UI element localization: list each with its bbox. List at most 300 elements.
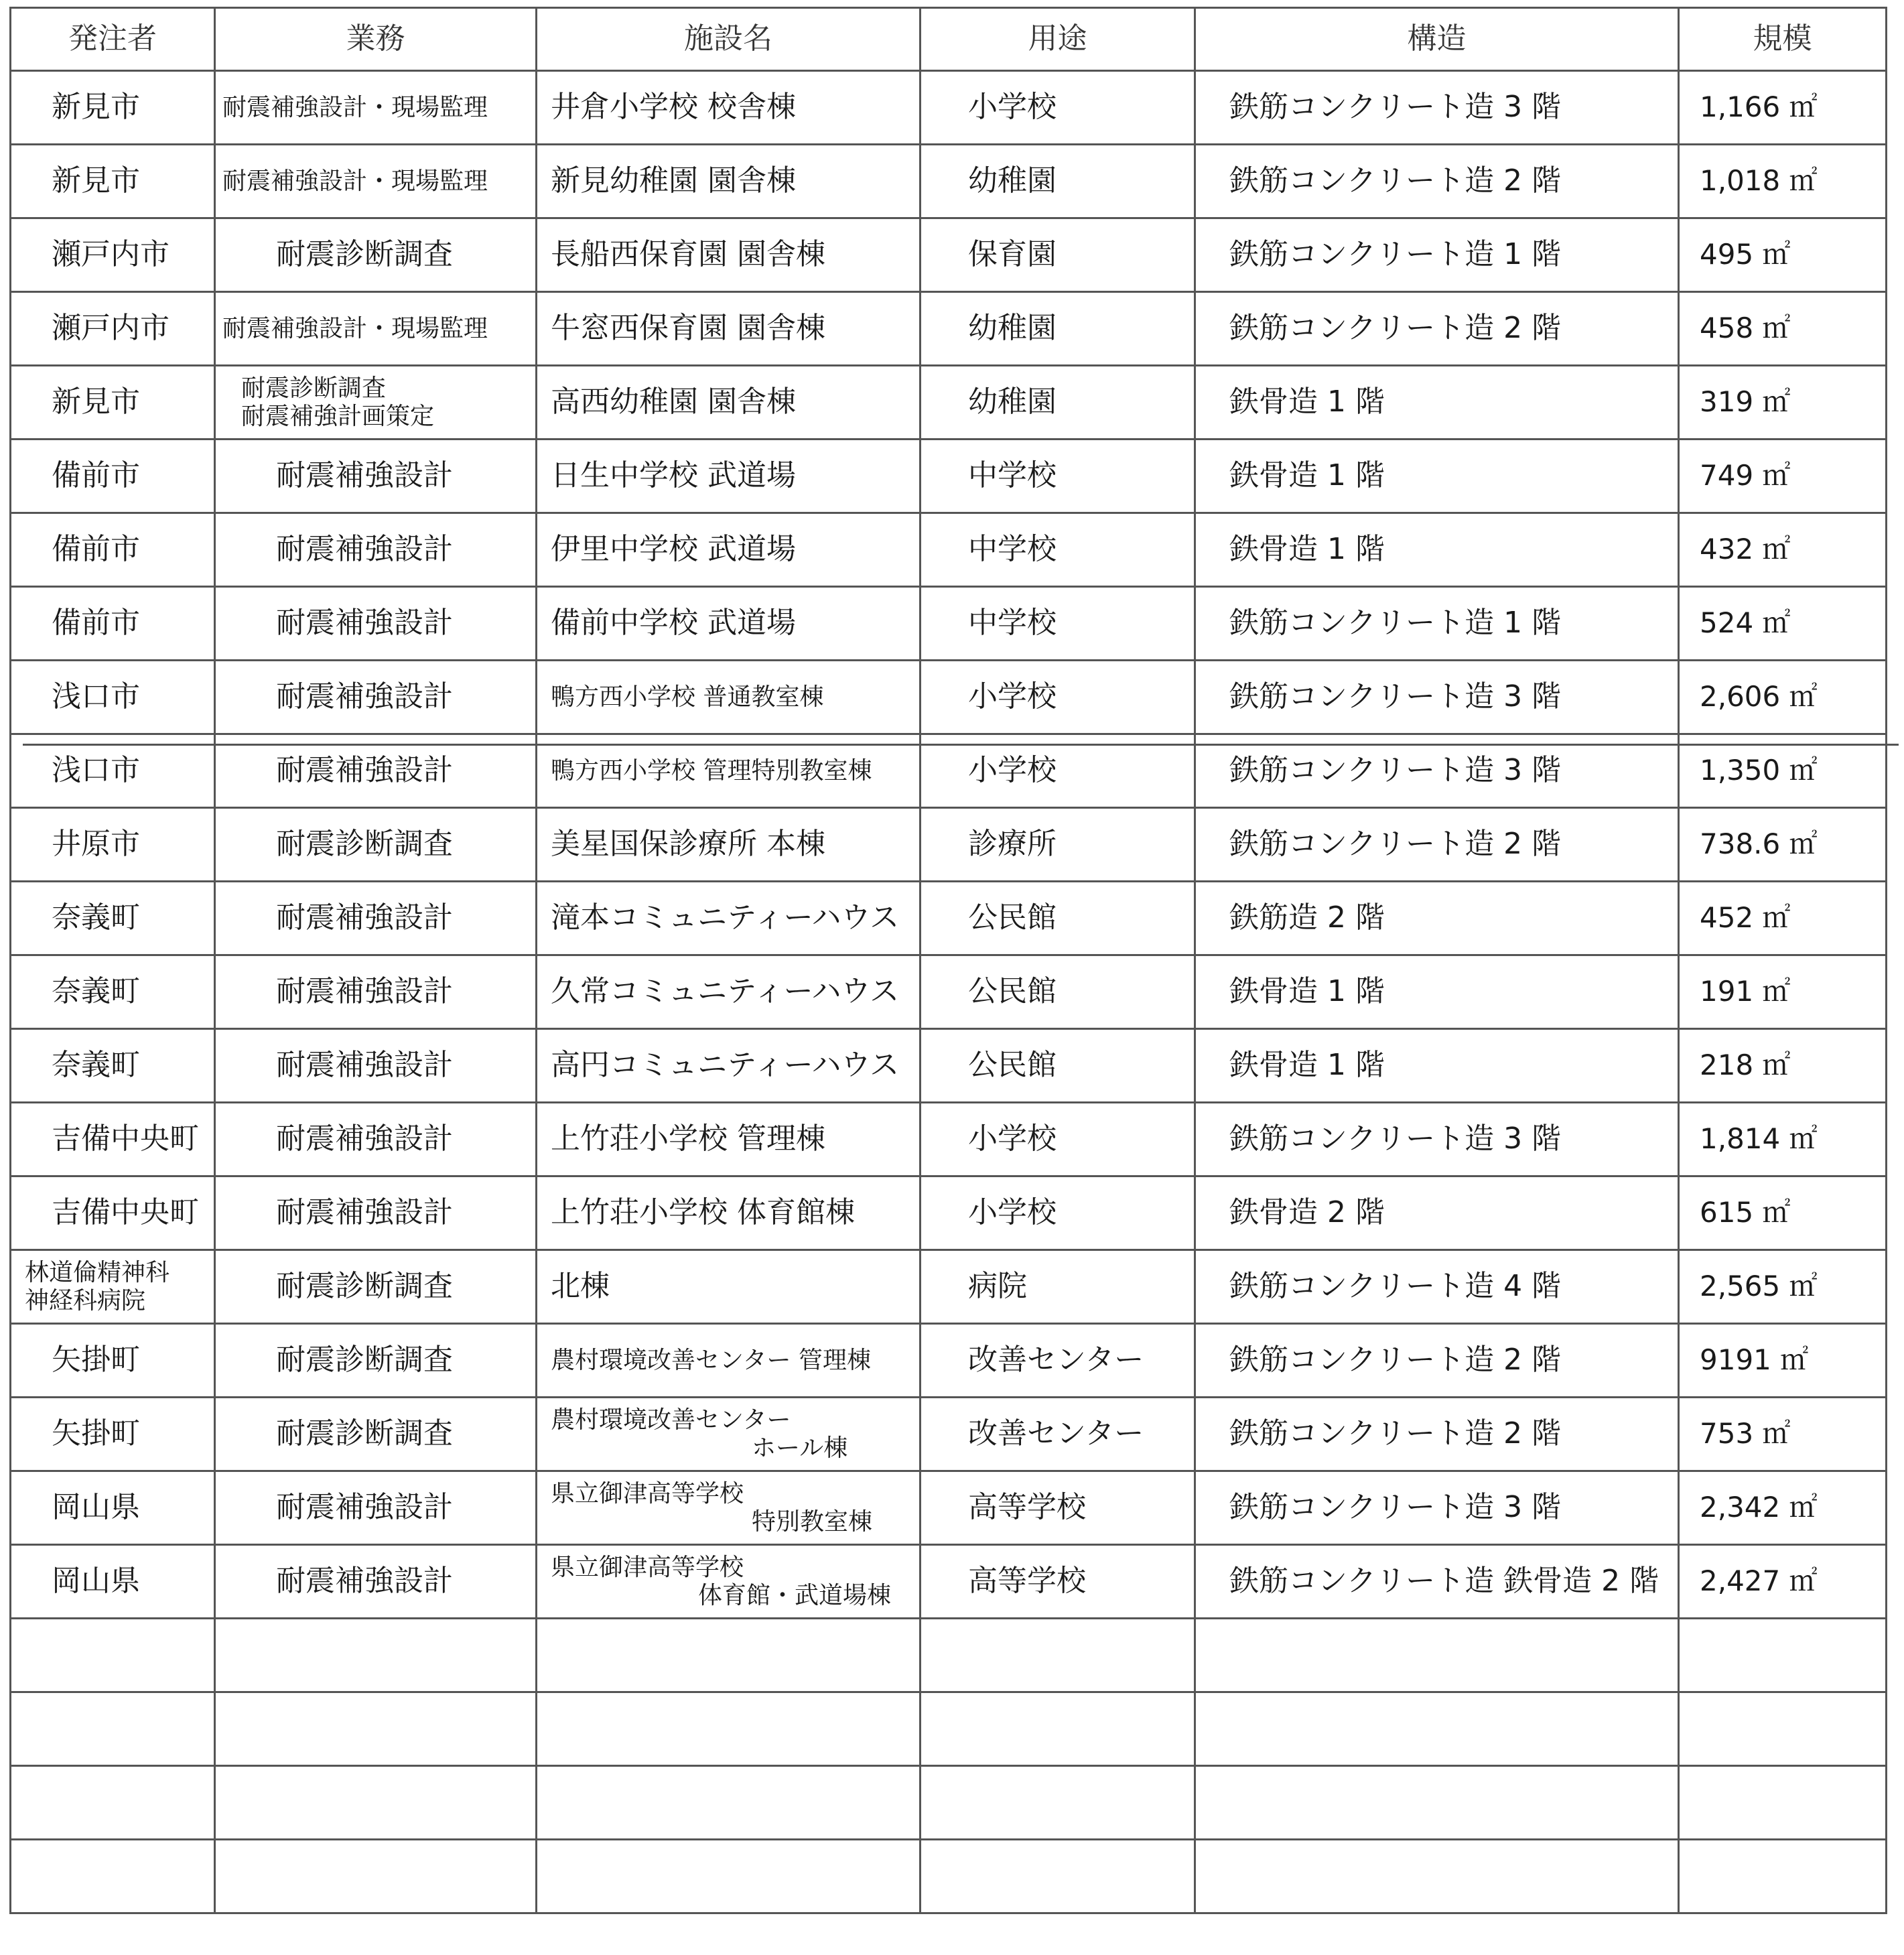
table-row [11,808,1887,882]
structure-cell [1195,71,1679,145]
table-row [11,292,1887,366]
structure-cell [1195,218,1679,292]
facility-cell-line: 農村環境改善センター 管理棟 [551,1346,872,1374]
work-cell [215,513,537,587]
table-row [11,587,1887,661]
use-cell-line: 小学校 [968,679,1057,714]
project-list-table [9,7,1887,1914]
use-cell [921,587,1195,661]
structure-cell [1195,587,1679,661]
use-cell [921,808,1195,882]
facility-cell-line: 農村環境改善センター [551,1406,791,1434]
client-cell [11,1398,215,1471]
scale-cell-line: 753 ㎡ [1700,1417,1791,1451]
scale-cell [1679,1103,1887,1176]
table-row [11,71,1887,145]
scale-cell-line: 452 ㎡ [1700,901,1791,935]
client-cell-line: 備前市 [52,532,140,567]
work-cell-line: 耐震補強設計 [276,753,453,788]
facility-cell-line: 上竹荘小学校 体育館棟 [551,1195,855,1230]
scale-cell-line: 1,350 ㎡ [1700,754,1818,787]
work-cell-line: 耐震補強設計 [276,1490,453,1525]
facility-cell-line: 長船西保育園 園舎棟 [551,237,825,272]
client-cell-line: 矢掛町 [52,1416,140,1451]
use-cell [921,1324,1195,1398]
use-cell [921,218,1195,292]
scale-cell-line: 2,565 ㎡ [1700,1270,1818,1303]
scale-cell-line: 524 ㎡ [1700,606,1791,640]
stray-divider-line [23,744,1899,746]
empty-cell [1195,1766,1679,1840]
facility-cell [537,1029,921,1103]
client-cell [11,1250,215,1324]
facility-cell-line: 県立御津高等学校 [551,1480,744,1508]
empty-cell [921,1840,1195,1913]
client-cell-line: 瀬戸内市 [52,311,169,346]
table-row [11,1398,1887,1471]
use-cell [921,513,1195,587]
empty-cell [215,1766,537,1840]
facility-cell [537,218,921,292]
table-row [11,955,1887,1029]
table-row [11,440,1887,513]
use-cell-line: 診療所 [968,827,1057,862]
work-cell-line: 耐震診断調査 [276,1269,453,1304]
work-cell-line: 耐震補強設計・現場監理 [222,93,488,121]
table-row [11,1250,1887,1324]
empty-cell [1679,1766,1887,1840]
facility-cell-line: ホール棟 [752,1434,848,1462]
empty-row [11,1766,1887,1840]
use-cell [921,955,1195,1029]
structure-cell [1195,955,1679,1029]
facility-cell-line: 鴨方西小学校 普通教室棟 [551,683,824,711]
client-cell-line: 岡山県 [52,1564,140,1599]
empty-cell [1195,1840,1679,1913]
client-cell-line: 瀬戸内市 [52,237,169,272]
work-cell-line: 耐震診断調査 [276,1416,453,1451]
scale-cell-line: 615 ㎡ [1700,1196,1791,1229]
structure-cell [1195,366,1679,440]
scale-cell [1679,440,1887,513]
work-cell-line: 耐震補強設計 [276,458,453,493]
use-cell [921,71,1195,145]
client-cell-line: 新見市 [52,385,140,419]
work-cell [215,366,537,440]
structure-cell-line: 鉄筋コンクリート造 鉄骨造 2 階 [1229,1564,1659,1599]
structure-cell [1195,1471,1679,1545]
use-cell [921,1398,1195,1471]
structure-cell-line: 鉄骨造 1 階 [1229,532,1385,567]
empty-cell [1679,1619,1887,1692]
empty-row [11,1692,1887,1766]
facility-cell-line: 日生中学校 武道場 [551,458,796,493]
empty-cell [11,1840,215,1913]
table-row [11,1545,1887,1619]
use-cell-line: 高等学校 [968,1564,1086,1599]
use-cell-line: 公民館 [968,900,1057,935]
scale-cell [1679,513,1887,587]
use-cell [921,1471,1195,1545]
table-row [11,1176,1887,1250]
client-cell-line: 備前市 [52,458,140,493]
use-cell-line: 小学校 [968,1195,1057,1230]
structure-cell [1195,1176,1679,1250]
table-row [11,218,1887,292]
client-cell [11,882,215,955]
use-cell-line: 公民館 [968,1048,1057,1083]
structure-cell [1195,440,1679,513]
empty-cell [11,1619,215,1692]
empty-cell [215,1840,537,1913]
use-cell [921,145,1195,218]
use-cell [921,1176,1195,1250]
work-cell-line: 耐震補強設計 [276,974,453,1009]
client-cell [11,1103,215,1176]
use-cell [921,882,1195,955]
scale-cell [1679,808,1887,882]
work-cell [215,1029,537,1103]
structure-cell-line: 鉄筋コンクリート造 3 階 [1229,679,1562,714]
structure-cell-line: 鉄筋コンクリート造 3 階 [1229,90,1562,125]
client-cell [11,955,215,1029]
client-cell [11,218,215,292]
structure-cell [1195,1103,1679,1176]
work-cell-line: 耐震補強設計・現場監理 [222,167,488,195]
use-cell-line: 小学校 [968,1122,1057,1156]
work-cell [215,1176,537,1250]
work-cell [215,808,537,882]
client-cell [11,587,215,661]
empty-cell [11,1692,215,1766]
client-cell-line: 奈義町 [52,900,140,935]
facility-cell [537,1250,921,1324]
structure-cell-line: 鉄筋コンクリート造 4 階 [1229,1269,1562,1304]
table-row [11,882,1887,955]
use-cell-line: 改善センター [968,1343,1144,1377]
scale-cell [1679,1029,1887,1103]
scale-cell [1679,1545,1887,1619]
client-cell-line: 吉備中央町 [52,1122,199,1156]
use-cell [921,661,1195,734]
table-body [11,71,1887,1913]
facility-cell [537,1398,921,1471]
facility-cell [537,366,921,440]
structure-cell [1195,1029,1679,1103]
scale-cell-line: 1,814 ㎡ [1700,1122,1818,1156]
facility-cell-line: 高西幼稚園 園舎棟 [551,385,796,419]
client-cell-line: 浅口市 [52,679,140,714]
facility-cell-line: 県立御津高等学校 [551,1554,744,1582]
scale-cell-line: 191 ㎡ [1700,975,1791,1008]
work-cell-line: 耐震診断調査 [276,827,453,862]
use-cell-line: 中学校 [968,458,1057,493]
work-cell [215,661,537,734]
empty-cell [921,1766,1195,1840]
facility-cell-line: 上竹荘小学校 管理棟 [551,1122,825,1156]
client-cell-line: 岡山県 [52,1490,140,1525]
client-cell-line: 新見市 [52,163,140,198]
structure-cell-line: 鉄骨造 1 階 [1229,1048,1385,1083]
structure-cell-line: 鉄筋造 2 階 [1229,900,1385,935]
work-cell [215,1471,537,1545]
table-row [11,1029,1887,1103]
facility-cell-line: 牛窓西保育園 園舎棟 [551,311,825,346]
structure-cell [1195,292,1679,366]
client-cell [11,1324,215,1398]
work-cell-line: 耐震診断調査 [241,375,387,403]
scale-cell-line: 432 ㎡ [1700,533,1791,566]
scale-cell [1679,1176,1887,1250]
client-cell-line: 林道倫精神科 [25,1259,170,1287]
client-cell [11,513,215,587]
use-cell [921,440,1195,513]
work-cell [215,882,537,955]
table-row [11,661,1887,734]
scale-cell-line: 2,342 ㎡ [1700,1491,1818,1524]
facility-cell-line: 北棟 [551,1269,610,1304]
facility-cell [537,145,921,218]
work-cell [215,1250,537,1324]
facility-cell [537,587,921,661]
empty-cell [921,1619,1195,1692]
scale-cell [1679,1471,1887,1545]
work-cell-line: 耐震診断調査 [276,1343,453,1377]
facility-cell-line: 備前中学校 武道場 [551,606,796,641]
facility-cell-line: 美星国保診療所 本棟 [551,827,825,862]
project-table-sheet [9,7,1885,1914]
empty-cell [537,1766,921,1840]
client-cell-line: 奈義町 [52,974,140,1009]
use-cell-line: 中学校 [968,532,1057,567]
structure-cell-line: 鉄筋コンクリート造 1 階 [1229,237,1562,272]
work-cell [215,145,537,218]
facility-cell-line: 体育館・武道場棟 [698,1581,892,1609]
client-cell-line: 新見市 [52,90,140,125]
scale-cell [1679,1250,1887,1324]
scale-cell [1679,71,1887,145]
structure-cell [1195,882,1679,955]
facility-cell [537,1324,921,1398]
scale-cell [1679,587,1887,661]
client-cell [11,1545,215,1619]
structure-cell-line: 鉄骨造 1 階 [1229,385,1385,419]
structure-cell-line: 鉄筋コンクリート造 2 階 [1229,1343,1562,1377]
header-facility: 施設名 [537,8,921,71]
scale-cell-line: 738.6 ㎡ [1700,827,1818,861]
work-cell [215,1545,537,1619]
facility-cell [537,513,921,587]
facility-cell-line: 特別教室棟 [752,1507,873,1536]
structure-cell-line: 鉄骨造 1 階 [1229,974,1385,1009]
work-cell-line: 耐震補強設計 [276,1564,453,1599]
scale-cell [1679,1324,1887,1398]
facility-cell [537,292,921,366]
facility-cell-line: 伊里中学校 武道場 [551,532,796,567]
use-cell [921,366,1195,440]
facility-cell [537,1103,921,1176]
empty-cell [1195,1692,1679,1766]
empty-cell [215,1619,537,1692]
scale-cell [1679,955,1887,1029]
facility-cell [537,882,921,955]
use-cell-line: 公民館 [968,974,1057,1009]
scale-cell-line: 2,606 ㎡ [1700,680,1818,714]
facility-cell [537,808,921,882]
work-cell-line: 耐震補強設計・現場監理 [222,314,488,342]
empty-cell [537,1840,921,1913]
empty-cell [1679,1692,1887,1766]
work-cell-line: 耐震補強設計 [276,900,453,935]
work-cell [215,1103,537,1176]
scale-cell-line: 319 ㎡ [1700,385,1791,419]
table-row [11,145,1887,218]
scale-cell [1679,292,1887,366]
scale-cell-line: 749 ㎡ [1700,459,1791,492]
client-cell [11,71,215,145]
structure-cell-line: 鉄筋コンクリート造 1 階 [1229,606,1562,641]
use-cell-line: 小学校 [968,90,1057,125]
scale-cell [1679,218,1887,292]
use-cell-line: 改善センター [968,1416,1144,1451]
header-row [11,8,1887,71]
work-cell [215,292,537,366]
client-cell-line: 神経科病院 [25,1286,146,1314]
facility-cell [537,1471,921,1545]
facility-cell-line: 鴨方西小学校 管理特別教室棟 [551,756,872,785]
structure-cell [1195,808,1679,882]
facility-cell-line: 滝本コミュニティーハウス [551,900,900,935]
empty-cell [537,1692,921,1766]
client-cell-line: 井原市 [52,827,140,862]
scale-cell [1679,882,1887,955]
use-cell [921,292,1195,366]
structure-cell-line: 鉄筋コンクリート造 3 階 [1229,753,1562,788]
structure-cell [1195,1324,1679,1398]
client-cell [11,145,215,218]
empty-cell [215,1692,537,1766]
work-cell-line: 耐震補強設計 [276,1048,453,1083]
header-work: 業務 [215,8,537,71]
scale-cell-line: 458 ㎡ [1700,312,1791,345]
use-cell-line: 幼稚園 [968,311,1057,346]
use-cell-line: 保育園 [968,237,1057,272]
use-cell-line: 小学校 [968,753,1057,788]
header-use: 用途 [921,8,1195,71]
client-cell [11,1176,215,1250]
facility-cell [537,1545,921,1619]
structure-cell [1195,513,1679,587]
empty-row [11,1619,1887,1692]
work-cell [215,440,537,513]
facility-cell-line: 井倉小学校 校舎棟 [551,90,796,125]
use-cell [921,1103,1195,1176]
facility-cell [537,71,921,145]
structure-cell [1195,1250,1679,1324]
work-cell-line: 耐震補強設計 [276,679,453,714]
use-cell-line: 幼稚園 [968,163,1057,198]
client-cell [11,440,215,513]
facility-cell-line: 久常コミュニティーハウス [551,974,900,1009]
scale-cell-line: 218 ㎡ [1700,1049,1791,1082]
work-cell-line: 耐震補強設計 [276,1195,453,1230]
work-cell-line: 耐震補強設計 [276,606,453,641]
scale-cell-line: 1,166 ㎡ [1700,90,1818,124]
scale-cell-line: 9191 ㎡ [1700,1343,1809,1377]
scale-cell-line: 495 ㎡ [1700,238,1791,271]
use-cell-line: 高等学校 [968,1490,1086,1525]
work-cell-line: 耐震診断調査 [276,237,453,272]
client-cell-line: 備前市 [52,606,140,641]
facility-cell-line: 高円コミュニティーハウス [551,1048,900,1083]
structure-cell [1195,1545,1679,1619]
client-cell [11,1471,215,1545]
empty-cell [1679,1840,1887,1913]
work-cell [215,71,537,145]
structure-cell-line: 鉄筋コンクリート造 2 階 [1229,827,1562,862]
use-cell [921,1250,1195,1324]
structure-cell [1195,661,1679,734]
client-cell-line: 吉備中央町 [52,1195,199,1230]
facility-cell-line: 新見幼稚園 園舎棟 [551,163,796,198]
empty-cell [11,1766,215,1840]
structure-cell-line: 鉄筋コンクリート造 2 階 [1229,163,1562,198]
structure-cell-line: 鉄骨造 1 階 [1229,458,1385,493]
scale-cell [1679,145,1887,218]
header-structure: 構造 [1195,8,1679,71]
structure-cell-line: 鉄骨造 2 階 [1229,1195,1385,1230]
structure-cell-line: 鉄筋コンクリート造 3 階 [1229,1490,1562,1525]
client-cell-line: 矢掛町 [52,1343,140,1377]
work-cell [215,587,537,661]
empty-row [11,1840,1887,1913]
table-row [11,1471,1887,1545]
client-cell [11,661,215,734]
client-cell-line: 浅口市 [52,753,140,788]
client-cell [11,808,215,882]
work-cell [215,955,537,1029]
structure-cell-line: 鉄筋コンクリート造 2 階 [1229,311,1562,346]
structure-cell-line: 鉄筋コンクリート造 3 階 [1229,1122,1562,1156]
work-cell-line: 耐震補強設計 [276,532,453,567]
use-cell [921,1029,1195,1103]
client-cell [11,1029,215,1103]
structure-cell [1195,1398,1679,1471]
client-cell [11,292,215,366]
structure-cell-line: 鉄筋コンクリート造 2 階 [1229,1416,1562,1451]
scale-cell-line: 2,427 ㎡ [1700,1564,1818,1598]
work-cell [215,218,537,292]
client-cell-line: 奈義町 [52,1048,140,1083]
scale-cell [1679,366,1887,440]
header-client: 発注者 [11,8,215,71]
scale-cell-line: 1,018 ㎡ [1700,164,1818,198]
client-cell [11,366,215,440]
table-row [11,1103,1887,1176]
empty-cell [921,1692,1195,1766]
facility-cell [537,661,921,734]
scale-cell [1679,1398,1887,1471]
facility-cell [537,440,921,513]
use-cell-line: 病院 [968,1269,1027,1304]
structure-cell [1195,145,1679,218]
scale-cell [1679,661,1887,734]
header-scale: 規模 [1679,8,1887,71]
use-cell [921,1545,1195,1619]
work-cell [215,1324,537,1398]
use-cell-line: 幼稚園 [968,385,1057,419]
empty-cell [1195,1619,1679,1692]
